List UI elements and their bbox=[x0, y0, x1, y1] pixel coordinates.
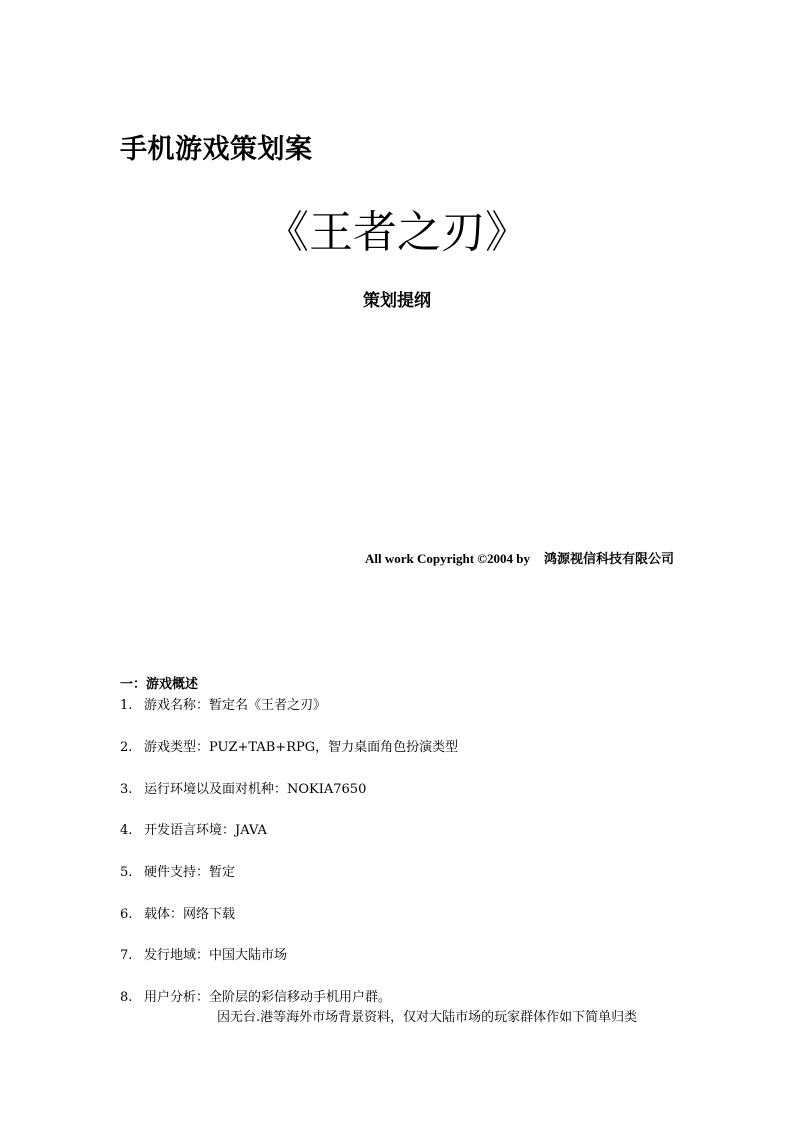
list-item bbox=[120, 903, 235, 922]
copyright-text: All work Copyright ©2004 by bbox=[364, 551, 530, 566]
list-item-text: 硬件支持：暂定 bbox=[144, 865, 236, 880]
list-item-number: 4. bbox=[120, 823, 133, 838]
list-item bbox=[120, 819, 267, 838]
list-item-text: 运行环境以及面对机种：NOKIA7650 bbox=[144, 782, 367, 797]
list-item-number: 8. bbox=[120, 990, 133, 1005]
list-item-number: 2. bbox=[120, 740, 133, 755]
list-item-text: 发行地域：中国大陆市场 bbox=[144, 948, 288, 963]
list-item-text: 开发语言环境：JAVA bbox=[144, 823, 267, 838]
document-subtitle: 策划提纲 bbox=[363, 291, 431, 311]
list-item-number: 1. bbox=[120, 698, 133, 713]
game-title: 《王者之刃》 bbox=[265, 207, 529, 258]
list-item-text: 载体：网络下载 bbox=[144, 907, 236, 922]
list-item-number: 7. bbox=[120, 948, 133, 963]
document-type-heading: 手机游戏策划案 bbox=[120, 134, 313, 165]
list-item-text: 用户分析：全阶层的彩信移动手机用户群。 bbox=[144, 990, 392, 1005]
list-item bbox=[120, 694, 326, 713]
list-item-number: 3. bbox=[120, 782, 133, 797]
list-item-text: 游戏名称：暂定名《王者之刃》 bbox=[144, 698, 327, 713]
list-item bbox=[120, 861, 235, 880]
list-item-note: 因无台.港等海外市场背景资料，仅对大陆市场的玩家群体作如下简单归类 bbox=[217, 1010, 638, 1025]
company-name: 鸿源视信科技有限公司 bbox=[543, 552, 674, 567]
list-item bbox=[120, 778, 366, 797]
list-item bbox=[120, 944, 287, 963]
section-heading: 一：游戏概述 bbox=[120, 677, 199, 692]
list-item-number: 5. bbox=[120, 865, 133, 880]
copyright-notice bbox=[365, 548, 674, 567]
list-item-number: 6. bbox=[120, 907, 133, 922]
list-item bbox=[120, 736, 458, 755]
list-item bbox=[120, 986, 391, 1005]
list-item-text: 游戏类型：PUZ+TAB+RPG，智力桌面角色扮演类型 bbox=[144, 740, 459, 755]
